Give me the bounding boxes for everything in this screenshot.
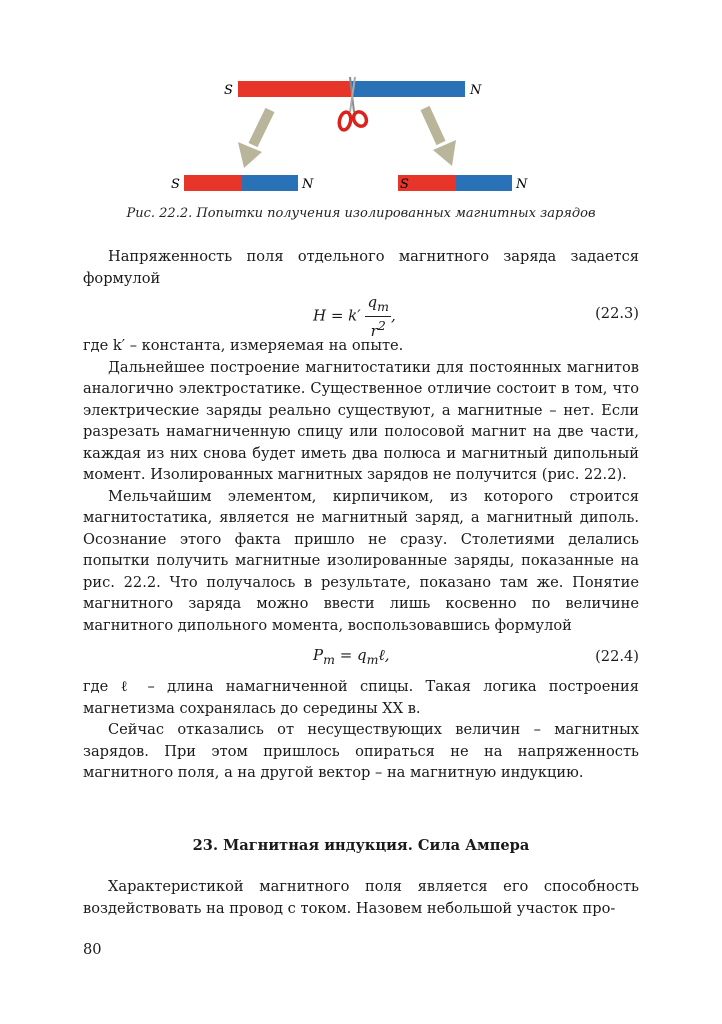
formula-22-4-eq: = q xyxy=(334,646,367,664)
left-arrow xyxy=(238,110,270,168)
top-magnet-south xyxy=(238,81,351,97)
right-piece-n-label: N xyxy=(516,177,528,192)
figure-22-2 xyxy=(0,0,722,235)
formula-22-3-tail: , xyxy=(390,306,396,325)
left-piece-n-label: N xyxy=(302,177,314,192)
left-piece-south xyxy=(184,175,242,191)
body-text-top xyxy=(83,246,639,784)
right-piece-north xyxy=(456,175,512,191)
body-text-bottom xyxy=(83,876,639,919)
formula-22-4-lhs: P xyxy=(313,646,324,664)
formula-22-4-expression xyxy=(313,645,390,671)
formula-22-4 xyxy=(83,636,639,676)
formula-22-3-lhs: H = k′ xyxy=(313,306,361,325)
paragraph-ampere-intro: Характеристикой магнитного поля является его способность воздействовать на провод с током. Назовем небольшой участок про- xyxy=(83,878,639,917)
paragraph-spoke-length: где ℓ – длина намагниченной спицы. Такая логика построения магнетизма сохранялась до середины XX в. xyxy=(83,678,639,717)
formula-22-3-denominator: r xyxy=(370,322,378,340)
top-magnet-n-label: N xyxy=(470,83,482,98)
page-number: 80 xyxy=(83,941,102,958)
right-arrow xyxy=(425,108,456,166)
top-magnet-s-label: S xyxy=(224,83,233,98)
paragraph-magnetostatics: Дальнейшее построение магнитостатики для постоянных магнитов аналогично электростатике. Существенное отличие состоит в том, что электрические заряды реально существуют, а магнитные – нет. Если разрезать намагниченную спицу или полосовой магнит на две части, каждая из них снова будет иметь два полюса и магнитный дипольный момент. Изолированных магнитных зарядов не получится (рис. 22.2). xyxy=(83,358,639,483)
formula-22-4-tail: ℓ, xyxy=(378,646,390,664)
figure-caption: Рис. 22.2. Попытки получения изолированных магнитных зарядов xyxy=(126,206,596,221)
magnet-diagram xyxy=(0,0,722,235)
paragraph-magnetic-dipole: Мельчайшим элементом, кирпичиком, из которого строится магнитостатика, является не магнитный заряд, а магнитный диполь. Осознание этого факта пришло не сразу. Столетиями делались попытки получить магнитные изолированные заряды, показанные на рис. 22.2. Что получалось в результате, показано там же. Понятие магнитного заряда можно ввести лишь косвенно по величине магнитного дипольного момента, воспользовавшись формулой xyxy=(83,487,639,634)
paragraph-k-constant: где k′ – константа, измеряемая на опыте. xyxy=(83,337,404,354)
left-piece-north xyxy=(242,175,298,191)
formula-22-3 xyxy=(83,289,639,340)
formula-22-3-number: (22.3) xyxy=(595,305,639,322)
right-piece-s-label: S xyxy=(400,177,409,192)
formula-22-3-numerator: q xyxy=(367,293,378,311)
formula-22-4-rhs-sub: m xyxy=(366,652,379,667)
section-heading: 23. Магнитная индукция. Сила Ампера xyxy=(192,837,530,854)
paragraph-magnetic-induction: Сейчас отказались от несуществующих величин – магнитных зарядов. При этом пришлось опираться не на напряженность магнитного поля, а на другой вектор – на магнитную индукцию. xyxy=(83,721,639,781)
formula-22-3-expression xyxy=(313,293,396,340)
top-magnet-north xyxy=(351,81,465,97)
formula-22-4-lhs-sub: m xyxy=(323,652,335,667)
left-piece-s-label: S xyxy=(171,177,180,192)
formula-22-3-num-sub: m xyxy=(377,299,389,314)
formula-22-4-number: (22.4) xyxy=(595,648,639,665)
formula-22-3-fraction xyxy=(365,293,390,340)
formula-22-3-den-sup: 2 xyxy=(377,318,386,333)
paragraph-field-strength: Напряженность поля отдельного магнитного заряда задается формулой xyxy=(83,248,639,287)
